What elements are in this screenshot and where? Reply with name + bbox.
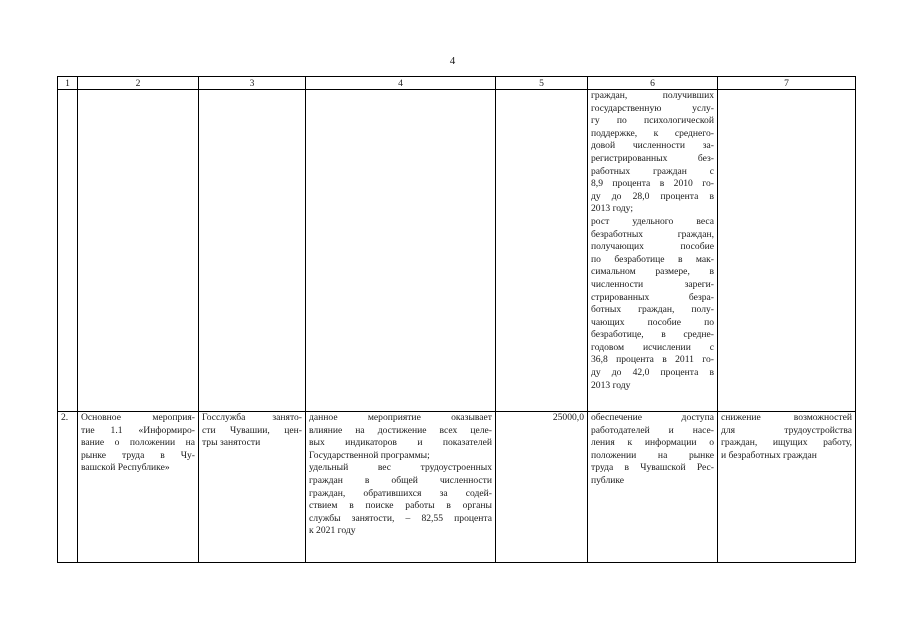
text-line: положении на рынке (591, 449, 714, 461)
row-number: 2. (58, 412, 78, 563)
text-line: работных граждан с (591, 165, 714, 177)
text-line: тры занятости (202, 437, 261, 449)
text-line: ду до 42,0 процента в (591, 367, 714, 379)
text-line: 2013 году (591, 379, 631, 391)
text-line: годовом исчислении с (591, 341, 714, 353)
text-line: чающих пособие по (591, 316, 714, 328)
cell-continued-col1 (58, 90, 78, 412)
text-line: снижение возможностей (721, 412, 852, 423)
text-line: Государственной программы; (309, 449, 430, 461)
cell-continued-col7 (718, 90, 856, 412)
text-line: безработице, в средне- (591, 329, 714, 341)
text-line: граждан, получивших (591, 90, 714, 101)
text-line: данное мероприятие оказывает (309, 412, 492, 423)
text-line: граждан, обратившихся за содей- (309, 487, 492, 499)
cell-continued-col2 (78, 90, 199, 412)
text-line: службы занятости, – 82,55 процента (309, 512, 492, 524)
responsible-executor (199, 412, 306, 563)
text-line: для трудоустройства (721, 424, 852, 436)
cell-continued-col5 (496, 90, 588, 412)
text-line: удельный вес трудоустроенных (309, 462, 492, 474)
cell-continued-col4 (306, 90, 496, 412)
text-line: публике (591, 474, 625, 486)
text-line: стрированных безра- (591, 291, 714, 303)
text-line: граждан в общей численности (309, 474, 492, 486)
table-row-2 (58, 412, 856, 563)
text-line: безработных граждан, (591, 228, 714, 240)
text-line: труда в Чувашской Рес- (591, 462, 714, 474)
text-line: вание о положении на (81, 437, 195, 449)
activities-table (57, 76, 856, 563)
text-line: государственную услу- (591, 102, 714, 114)
column-header-2: 2 (78, 77, 199, 90)
cell-continued-col3 (199, 90, 306, 412)
non-implementation-consequences (718, 412, 856, 563)
text-line: регистрированных без- (591, 152, 714, 164)
column-number-row (58, 77, 856, 90)
text-line: Основное мероприя- (81, 412, 195, 423)
column-header-7: 7 (718, 77, 856, 90)
text-line: 36,8 процента в 2011 го- (591, 354, 714, 366)
text-line: получающих пособие (591, 241, 714, 253)
expected-result (588, 412, 718, 563)
column-header-4: 4 (306, 77, 496, 90)
text-line: 2013 году; (591, 203, 634, 215)
cell-continued-indicators (588, 90, 718, 412)
column-header-6: 6 (588, 77, 718, 90)
text-line: довой численности за- (591, 140, 714, 152)
text-line: по безработице в мак- (591, 253, 714, 265)
text-line: сти Чувашии, цен- (202, 424, 302, 436)
text-line: Госслужба занято- (202, 412, 302, 423)
indicator-relation (306, 412, 496, 563)
table-row-continued (58, 90, 856, 412)
column-header-3: 3 (199, 77, 306, 90)
text-line: граждан, ищущих работу, (721, 437, 852, 449)
text-line: рынке труда в Чу- (81, 449, 195, 461)
text-line: симальном размере, в (591, 266, 714, 278)
text-line: влияние на достижение всех целе- (309, 424, 492, 436)
text-line: вашской Республике» (81, 462, 170, 474)
column-header-1: 1 (58, 77, 78, 90)
text-line: работодателей и насе- (591, 424, 714, 436)
column-header-5: 5 (496, 77, 588, 90)
text-line: поддержке, к среднего- (591, 127, 714, 139)
page-number: 4 (449, 55, 456, 67)
funding-amount: 25000,0 (496, 412, 588, 563)
text-line: гу по психологической (591, 115, 714, 127)
text-line: рост удельного веса (591, 215, 714, 227)
text-line: тие 1.1 «Информиро- (81, 424, 195, 436)
text-line: к 2021 году (309, 525, 356, 537)
text-line: численности зареги- (591, 278, 714, 290)
text-line: ления к информации о (591, 437, 714, 449)
text-line: вых индикаторов и показателей (309, 437, 492, 449)
activity-name (78, 412, 199, 563)
text-line: и безработных граждан (721, 449, 817, 461)
text-line: 8,9 процента в 2010 го- (591, 178, 714, 190)
text-line: обеспечение доступа (591, 412, 714, 423)
text-line: ду до 28,0 процента в (591, 190, 714, 202)
text-line: ствием в поиске работы в органы (309, 500, 492, 512)
text-line: ботных граждан, полу- (591, 304, 714, 316)
